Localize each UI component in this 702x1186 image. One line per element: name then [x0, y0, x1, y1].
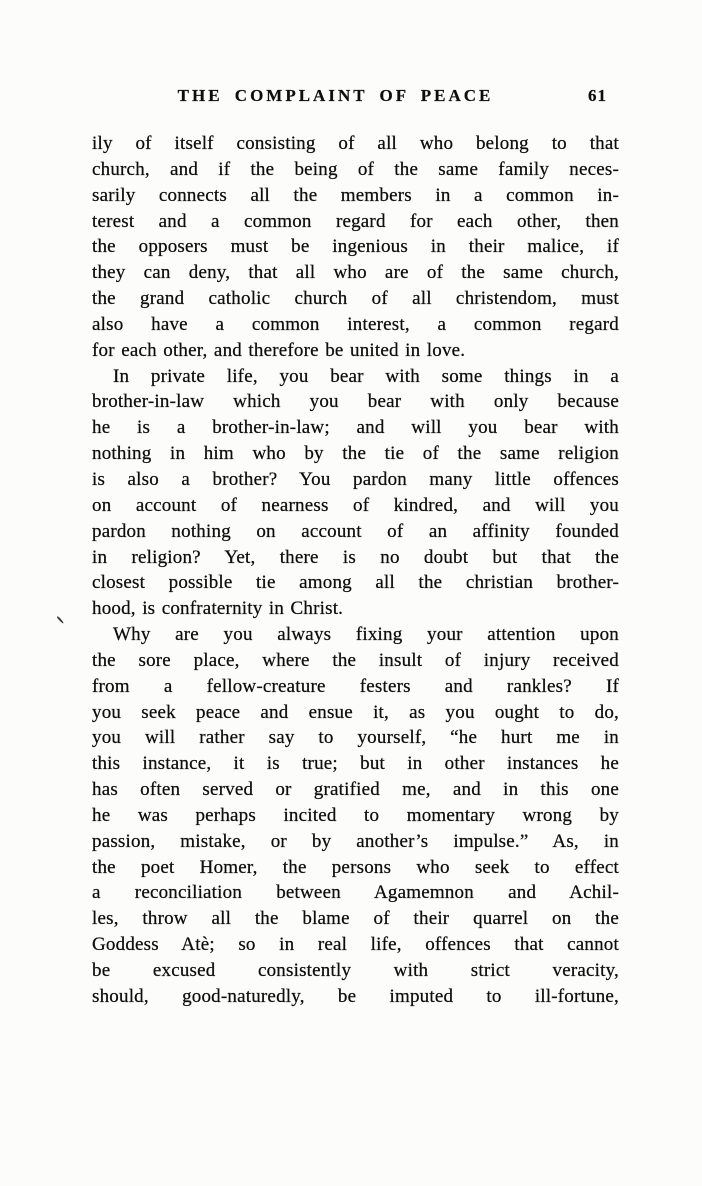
text-line: church, and if the being of the same family neces- — [92, 158, 619, 180]
text-line: they can deny, that all who are of the same church, — [92, 262, 619, 284]
text-line: the opposers must be ingenious in their malice, if — [92, 236, 619, 258]
text-line: the grand catholic church of all christendom, must — [92, 288, 619, 310]
text-line: passion, mistake, or by another’s impulse.” As, in — [92, 830, 619, 852]
text-line: hood, is confraternity in Christ. — [92, 598, 344, 620]
text-line: should, good-naturedly, be imputed to ill-fortune, — [92, 985, 619, 1007]
text-line: In private life, you bear with some things in a — [113, 365, 619, 387]
text-line: the poet Homer, the persons who seek to effect — [92, 856, 619, 878]
text-line: pardon nothing on account of an affinity founded — [92, 520, 619, 542]
text-line: ily of itself consisting of all who belong to that — [92, 133, 619, 154]
text-line: les, throw all the blame of their quarrel on the — [92, 908, 619, 930]
margin-ink-tick-mark — [57, 614, 68, 628]
text-line: you will rather say to yourself, “he hurt me in — [92, 727, 619, 749]
text-line: be excused consistently with strict veracity, — [92, 960, 619, 981]
page-title: THE COMPLAINT OF PEACE — [177, 86, 494, 105]
text-line: from a fellow-creature festers and rankles? If — [92, 675, 619, 697]
text-line: Goddess Atè; so in real life, offences that cannot — [92, 934, 619, 956]
text-line: in religion? Yet, there is no doubt but that the — [92, 546, 619, 568]
text-line: on account of nearness of kindred, and will you — [92, 494, 619, 516]
page-number: 61 — [588, 86, 607, 105]
body-text — [92, 131, 619, 1010]
text-line: brother-in-law which you bear with only because — [92, 391, 619, 413]
text-line: you seek peace and ensue it, as you ought to do, — [92, 701, 619, 723]
text-line: for each other, and therefore be united in love. — [92, 339, 466, 361]
text-line: a reconciliation between Agamemnon and Achil- — [92, 882, 619, 904]
running-head — [92, 86, 619, 110]
text-line: sarily connects all the members in a common in- — [92, 184, 619, 206]
text-line: he is a brother-in-law; and will you bear with — [92, 417, 619, 439]
text-line: has often served or gratified me, and in this one — [92, 779, 619, 801]
text-line: is also a brother? You pardon many little offences — [92, 468, 619, 490]
text-line: nothing in him who by the tie of the same religion — [92, 443, 619, 465]
text-line: the sore place, where the insult of injury received — [92, 649, 619, 671]
text-line: he was perhaps incited to momentary wrong by — [92, 804, 619, 826]
text-line: closest possible tie among all the christian brother- — [92, 572, 619, 594]
text-line: terest and a common regard for each other, then — [92, 210, 619, 232]
text-line: Why are you always fixing your attention upon — [113, 624, 619, 646]
text-line: this instance, it is true; but in other instances he — [92, 753, 619, 775]
text-line: also have a common interest, a common regard — [92, 313, 619, 335]
